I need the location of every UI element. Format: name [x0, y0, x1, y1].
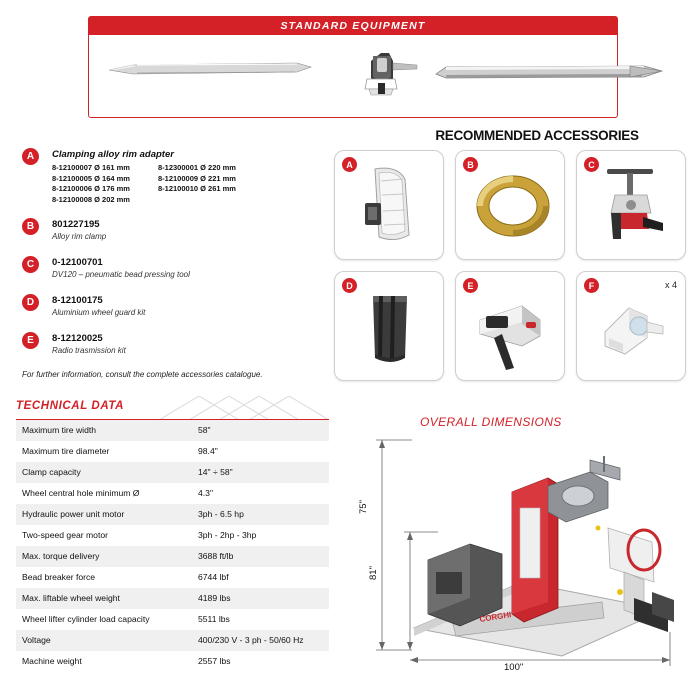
accessory-badge-f: F: [584, 278, 599, 293]
accessories-legend: [22, 148, 322, 379]
technical-data-header: [16, 396, 329, 420]
dimension-height-secondary: 81": [368, 566, 379, 580]
overall-dimensions-drawing: [352, 432, 690, 682]
spec-value: 3688 ft/lb: [198, 551, 234, 561]
legend-title-d: 8-12100175: [52, 295, 103, 306]
machine-dimension-diagram-icon: [352, 432, 690, 682]
overall-dimensions-title: OVERALL DIMENSIONS: [420, 415, 562, 429]
accessory-badge-b: B: [463, 157, 478, 172]
spec-value: 3ph - 6.5 hp: [198, 509, 244, 519]
legend-title-a: Clamping alloy rim adapter: [52, 149, 174, 160]
table-row: [16, 630, 329, 651]
spec-label: Maximum tire diameter: [22, 446, 110, 456]
legend-title-b: 801227195: [52, 219, 100, 230]
code-left: 8-12100008 Ø 202 mm: [52, 194, 130, 204]
technical-data-section: [16, 396, 329, 672]
spec-value: 98.4": [198, 446, 218, 456]
legend-item-e: [22, 332, 322, 357]
table-row: [16, 462, 329, 483]
spec-label: Maximum tire width: [22, 425, 97, 435]
spec-label: Wheel central hole minimum Ø: [22, 488, 140, 498]
spec-label: Clamp capacity: [22, 467, 81, 477]
table-row: [16, 483, 329, 504]
table-row: [16, 546, 329, 567]
brand-label: CORGHI: [478, 610, 512, 624]
legend-item-a: [22, 148, 322, 205]
accessory-badge-a: A: [342, 157, 357, 172]
technical-data-table: [16, 420, 329, 672]
code-right: 8-12100009 Ø 221 mm: [158, 173, 236, 183]
code-left: 8-12100007 Ø 161 mm: [52, 163, 130, 172]
legend-badge-e: E: [22, 332, 39, 349]
accessory-cell-d[interactable]: [334, 271, 444, 381]
legend-badge-a: A: [22, 148, 39, 165]
accessory-badge-c: C: [584, 157, 599, 172]
accessory-cell-c[interactable]: [576, 150, 686, 260]
spec-label: Bead breaker force: [22, 572, 96, 582]
spec-value: 3ph - 2hp - 3hp: [198, 530, 257, 540]
spec-value: 5511 lbs: [198, 614, 230, 624]
legend-title-e: 8-12120025: [52, 333, 103, 344]
table-row: [16, 609, 329, 630]
table-row: [16, 441, 329, 462]
dimension-height-total: 75": [358, 500, 369, 514]
legend-badge-b: B: [22, 218, 39, 235]
spec-value: 400/230 V - 3 ph - 50/60 Hz: [198, 635, 304, 645]
spec-value: 14" ÷ 58": [198, 467, 233, 477]
legend-subtitle-e: Radio trasmission kit: [52, 346, 126, 355]
dimension-width: 100": [504, 662, 524, 673]
spec-value: 58": [198, 425, 211, 435]
technical-data-title: TECHNICAL DATA: [16, 400, 125, 412]
accessory-cell-f[interactable]: [576, 271, 686, 381]
table-row: [16, 567, 329, 588]
legend-badge-d: D: [22, 294, 39, 311]
accessory-quantity-f: x 4: [664, 280, 677, 290]
table-row: [16, 420, 329, 441]
spec-label: Max. torque delivery: [22, 551, 100, 561]
legend-item-c: [22, 256, 322, 281]
standard-equipment-illustrations: [89, 35, 617, 117]
spec-value: 4.3": [198, 488, 213, 498]
table-row: [16, 588, 329, 609]
long-lever-bar-icon: [434, 63, 664, 81]
bead-pressing-tool-icon: [337, 51, 425, 99]
legend-item-b: [22, 218, 322, 243]
legend-footnote: For further information, consult the complete accessories catalogue.: [22, 370, 263, 379]
bead-lever-tool-icon: [107, 61, 313, 77]
accessory-cell-b[interactable]: [455, 150, 565, 260]
code-left: 8-12100005 Ø 164 mm: [52, 173, 130, 183]
accessory-cell-a[interactable]: [334, 150, 444, 260]
legend-subtitle-b: Alloy rim clamp: [52, 232, 107, 241]
table-row: [16, 525, 329, 546]
recommended-accessories-title: RECOMMENDED ACCESSORIES: [435, 128, 639, 143]
code-left: 8-12100006 Ø 176 mm: [52, 184, 130, 193]
spec-label: Voltage: [22, 635, 51, 645]
spec-label: Max. liftable wheel weight: [22, 593, 120, 603]
accessory-badge-d: D: [342, 278, 357, 293]
legend-subtitle-d: Aluminium wheel guard kit: [52, 308, 146, 317]
legend-subtitle-c: DV120 – pneumatic bead pressing tool: [52, 270, 190, 279]
spec-value: 2557 lbs: [198, 656, 231, 666]
accessory-cell-e[interactable]: [455, 271, 565, 381]
spec-value: 4189 lbs: [198, 593, 231, 603]
table-row: [16, 651, 329, 672]
table-row: [16, 504, 329, 525]
legend-title-c: 0-12100701: [52, 257, 103, 268]
spec-value: 6744 lbf: [198, 572, 229, 582]
recommended-accessories-grid: [334, 150, 686, 381]
spec-label: Two-speed gear motor: [22, 530, 108, 540]
spec-label: Machine weight: [22, 656, 82, 666]
code-right: 8-12300001 Ø 220 mm: [158, 163, 236, 172]
legend-item-d: [22, 294, 322, 319]
code-right: 8-12100010 Ø 261 mm: [158, 184, 236, 193]
legend-codes-a: [52, 163, 322, 205]
legend-badge-c: C: [22, 256, 39, 273]
accessory-badge-e: E: [463, 278, 478, 293]
standard-equipment-panel: [88, 16, 618, 118]
spec-label: Hydraulic power unit motor: [22, 509, 125, 519]
standard-equipment-title: STANDARD EQUIPMENT: [89, 17, 617, 35]
spec-label: Wheel lifter cylinder load capacity: [22, 614, 150, 624]
